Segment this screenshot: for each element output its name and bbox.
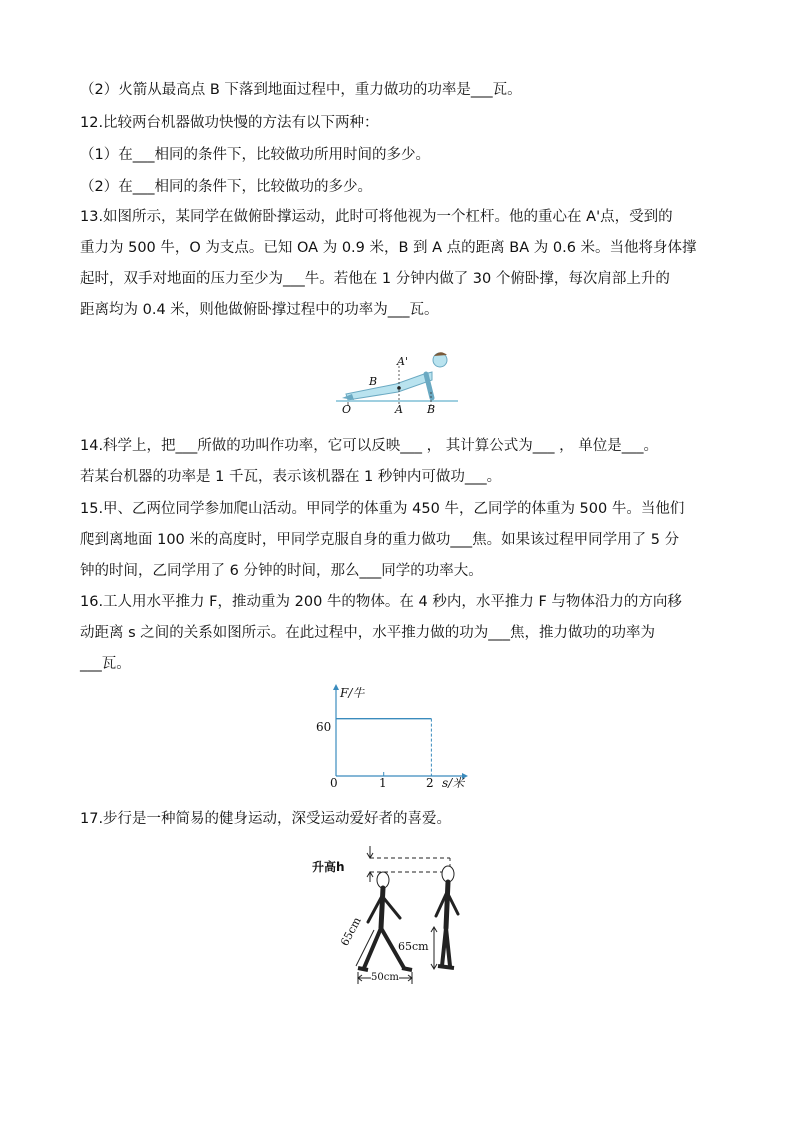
- force-distance-graph: [304, 684, 474, 796]
- q13-line-1: 13.如图所示，某同学在做俯卧撑运动，此时可将他视为一个杠杆。他的重心在 A'点，受到的: [80, 209, 673, 225]
- stride-label: 50cm: [371, 972, 399, 983]
- label-b: B: [427, 403, 436, 416]
- q14-line-2: 若某台机器的功率是 1 千瓦，表示该机器在 1 秒钟内可做功___。: [80, 469, 502, 485]
- q15-line-3: 钟的时间，乙同学用了 6 分钟的时间，那么___同学的功率大。: [80, 563, 483, 579]
- label-a-prime: A': [397, 355, 408, 368]
- q16-line-1: 16.工人用水平推力 F，推动重为 200 牛的物体。在 4 秒内，水平推力 F 与物体沿力的方向移: [80, 594, 682, 610]
- y-axis-arrow: [333, 684, 339, 690]
- q13-line-2: 重力为 500 牛，O 为支点。已知 OA 为 0.9 米，B 到 A 点的距离 BA 为 0.6 米。当他将身体撑: [80, 240, 697, 256]
- q14-line-1: 14.科学上，把___所做的功叫作功率，它可以反映___ ， 其计算公式为___ ， 单位是___。: [80, 438, 658, 454]
- graph-xtick-2: 2: [426, 776, 434, 790]
- graph-xlabel: s/米: [442, 776, 465, 790]
- graph-xtick-1: 1: [379, 776, 387, 790]
- label-o: O: [342, 403, 352, 416]
- q17-line-1: 17.步行是一种简易的健身运动，深受运动爱好者的喜爱。: [80, 811, 452, 827]
- q16-line-2: 动距离 s 之间的关系如图所示。在此过程中，水平推力做的功为___焦，推力做功的功率为: [80, 625, 656, 641]
- leg-label-left: 65cm: [338, 914, 364, 949]
- q12-line: 12.比较两台机器做功快慢的方法有以下两种：: [80, 115, 379, 131]
- q12-part1-line: （1）在___相同的条件下，比较做功所用时间的多少。: [80, 147, 430, 163]
- q12-part2-line: （2）在___相同的条件下，比较做功的多少。: [80, 179, 372, 195]
- graph-ytick-60: 60: [316, 720, 332, 734]
- q15-line-2: 爬到离地面 100 米的高度时，甲同学克服自身的重力做功___焦。如果该过程甲同学用了 5 分: [80, 532, 680, 548]
- leg-label-right: 65cm: [398, 940, 429, 953]
- label-b-body: B: [369, 375, 378, 388]
- q11-part2-line: （2）火箭从最高点 B 下落到地面过程中，重力做功的功率是___瓦。: [80, 82, 522, 98]
- graph-marks: [336, 719, 431, 776]
- pushup-figure: [336, 340, 458, 420]
- q16-line-3: ___瓦。: [80, 656, 131, 672]
- rise-label: 升高h: [312, 860, 345, 874]
- q13-line-4: 距离均为 0.4 米，则他做俯卧撑过程中的功率为___瓦。: [80, 302, 439, 318]
- q13-line-3: 起时，双手对地面的压力至少为___牛。若他在 1 分钟内做了 30 个俯卧撑，每次肩部上升的: [80, 271, 670, 287]
- graph-origin-label: 0: [330, 776, 338, 790]
- q15-line-1: 15.甲、乙两位同学参加爬山活动。甲同学的体重为 450 牛，乙同学的体重为 500 牛。当他们: [80, 501, 685, 517]
- label-a: A: [395, 403, 403, 416]
- graph-ylabel: F/牛: [340, 686, 365, 700]
- walking-figure: [308, 844, 478, 994]
